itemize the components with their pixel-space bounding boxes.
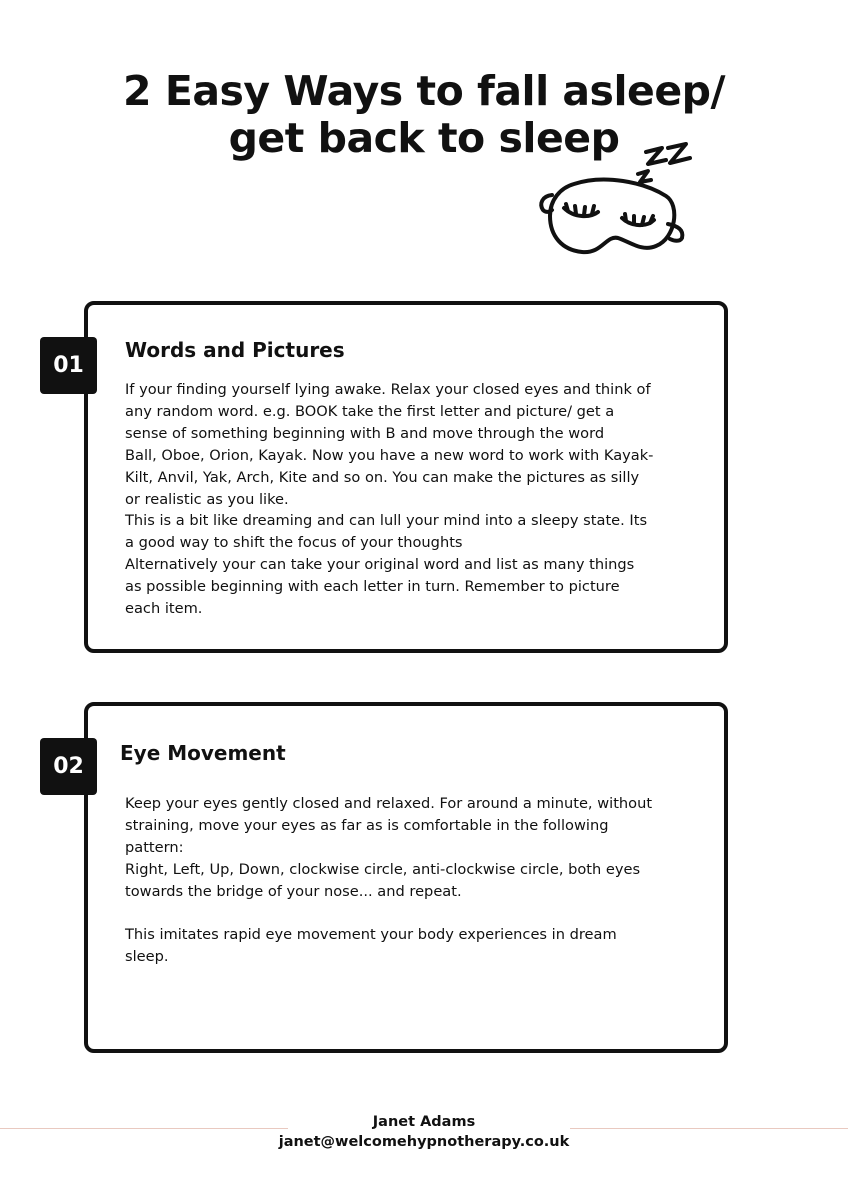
title-line-2: get back to sleep [228, 114, 620, 162]
text-line: Alternatively your can take your original word and list as many things [125, 556, 635, 574]
text-line: Ball, Oboe, Orion, Kayak. Now you have a new word to work with Kayak- [125, 446, 654, 464]
section-number-badge-2: 02 [40, 738, 97, 795]
sleep-mask-icon [534, 138, 694, 263]
text-line: This is a bit like dreaming and can lull your mind into a sleepy state. Its [125, 512, 648, 530]
text-line: a good way to shift the focus of your thoughts [125, 534, 463, 552]
text-line: pattern: [125, 838, 184, 856]
text-line: towards the bridge of your nose... and repeat. [125, 882, 462, 900]
footer-name: Janet Adams [372, 1114, 476, 1130]
text-line: each item. [125, 600, 203, 618]
text-line: straining, move your eyes as far as is comfortable in the following [125, 816, 609, 834]
footer [0, 1112, 848, 1152]
page-title [0, 68, 848, 162]
section-number-badge-1: 01 [40, 337, 97, 394]
text-line: any random word. e.g. BOOK take the first letter and picture/ get a [125, 402, 615, 420]
text-line: Right, Left, Up, Down, clockwise circle, anti-clockwise circle, both eyes [125, 860, 641, 878]
text-line: sense of something beginning with B and move through the word [125, 424, 605, 442]
section-heading-1: Words and Pictures [125, 338, 345, 362]
text-line: sleep. [125, 948, 169, 966]
paragraph-gap [125, 903, 705, 925]
text-line: or realistic as you like. [125, 490, 289, 508]
text-line: Keep your eyes gently closed and relaxed. For around a minute, without [125, 795, 653, 812]
title-line-1: 2 Easy Ways to fall asleep/ [123, 67, 725, 115]
section-body-2 [125, 793, 705, 968]
text-line: If your finding yourself lying awake. Relax your closed eyes and think of [125, 381, 651, 398]
section-heading-2: Eye Movement [120, 741, 286, 765]
section-body-1 [125, 379, 705, 620]
text-line: Kilt, Anvil, Yak, Arch, Kite and so on. You can make the pictures as silly [125, 468, 640, 486]
text-line: as possible beginning with each letter in turn. Remember to picture [125, 578, 620, 596]
text-line: This imitates rapid eye movement your body experiences in dream [125, 926, 617, 944]
footer-email: janet@welcomehypnotherapy.co.uk [278, 1134, 570, 1150]
